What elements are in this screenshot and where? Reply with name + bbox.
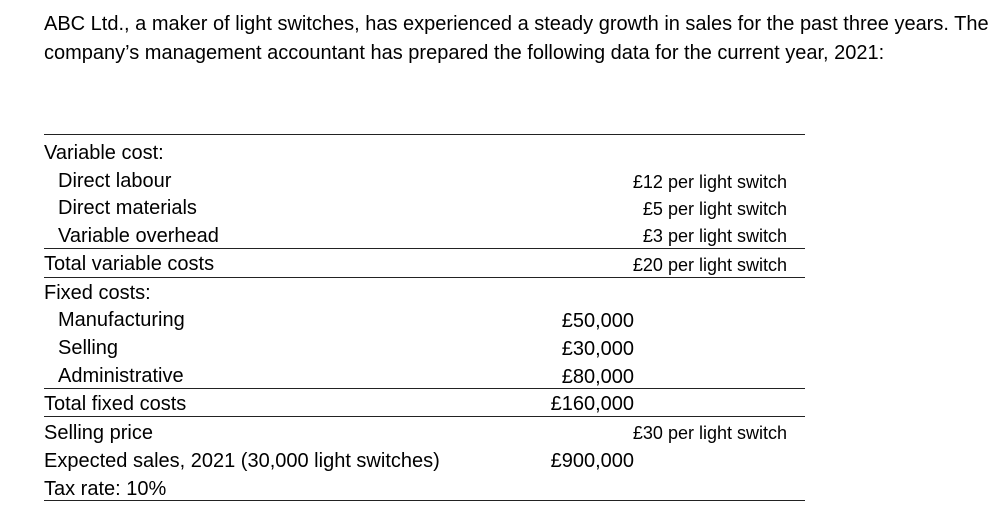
rule-under-variable-total bbox=[44, 277, 805, 278]
variable-cost-heading: Variable cost: bbox=[44, 142, 164, 164]
fixed-item-value: £30,000 bbox=[561, 338, 634, 360]
rule-under-variable-items bbox=[44, 248, 805, 249]
variable-item-label: Direct labour bbox=[58, 170, 172, 192]
variable-item-value: £12 per light switch bbox=[632, 172, 787, 192]
variable-item-label: Variable overhead bbox=[58, 225, 219, 247]
variable-item-label: Direct materials bbox=[58, 197, 197, 219]
total-variable-costs-value: £20 per light switch bbox=[632, 255, 787, 275]
rule-top bbox=[44, 134, 805, 135]
total-fixed-costs-label: Total fixed costs bbox=[44, 393, 187, 415]
fixed-item-label: Administrative bbox=[58, 365, 184, 387]
selling-price-label: Selling price bbox=[44, 422, 153, 444]
rule-bottom bbox=[44, 500, 805, 501]
intro-paragraph: ABC Ltd., a maker of light switches, has experienced a steady growth in sales for the past three years. The company’s management accountant has prepared the following data for the current year, 2021: bbox=[44, 13, 989, 64]
fixed-item-label: Manufacturing bbox=[58, 309, 185, 331]
fixed-item-value: £80,000 bbox=[561, 366, 634, 388]
variable-item-value: £5 per light switch bbox=[642, 199, 787, 219]
total-variable-costs-label: Total variable costs bbox=[44, 253, 215, 275]
rule-under-fixed-items bbox=[44, 388, 805, 389]
selling-price-value: £30 per light switch bbox=[632, 423, 787, 443]
tax-rate-label: Tax rate: 10% bbox=[44, 478, 167, 500]
fixed-item-label: Selling bbox=[58, 337, 119, 359]
cost-data-table bbox=[44, 134, 805, 504]
rule-under-fixed-total bbox=[44, 416, 805, 417]
total-fixed-costs-value: £160,000 bbox=[550, 393, 634, 415]
fixed-item-value: £50,000 bbox=[561, 310, 634, 332]
variable-item-value: £3 per light switch bbox=[642, 226, 787, 246]
expected-sales-label: Expected sales, 2021 (30,000 light switches) bbox=[44, 450, 440, 472]
fixed-costs-heading: Fixed costs: bbox=[44, 282, 151, 304]
expected-sales-value: £900,000 bbox=[550, 450, 634, 472]
